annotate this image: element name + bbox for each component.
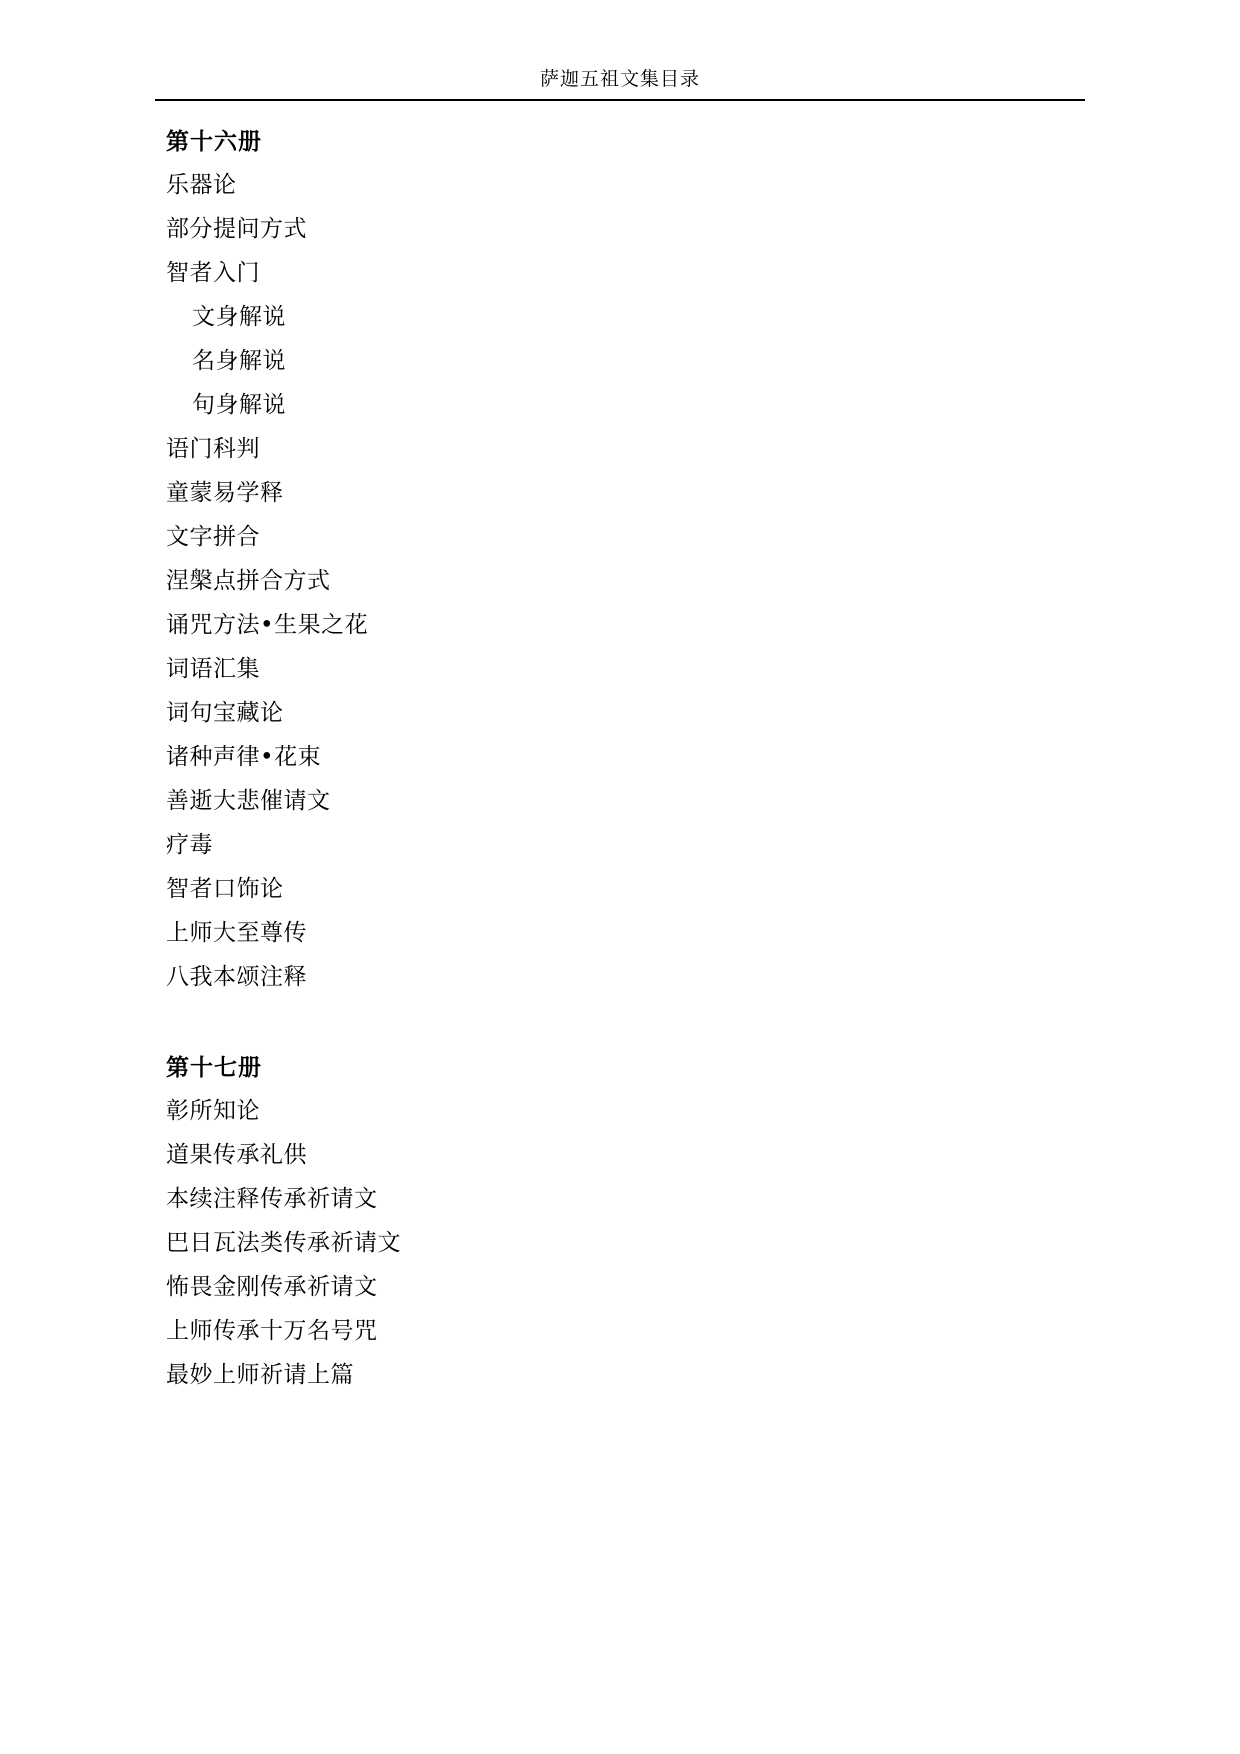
list-item: 智者入门 (166, 259, 260, 286)
list-item: 八我本颂注释 (166, 963, 307, 990)
toc-section (166, 1054, 1086, 1387)
list-item: 语门科判 (166, 435, 260, 462)
running-header: 萨迦五祖文集目录 (539, 68, 700, 90)
list-item: 道果传承礼供 (166, 1141, 307, 1168)
list-item: 童蒙易学释 (166, 479, 284, 506)
table-of-contents (166, 128, 1086, 1408)
list-item: 文身解说 (192, 303, 286, 330)
list-item: 本续注释传承祈请文 (166, 1185, 378, 1212)
list-item: 名身解说 (192, 347, 286, 374)
volume-title: 第十七册 (166, 1054, 262, 1081)
list-item: 句身解说 (192, 391, 286, 418)
list-item: 善逝大悲催请文 (166, 787, 331, 814)
list-item: 诵咒方法•生果之花 (166, 611, 369, 638)
toc-section (166, 128, 1086, 989)
list-item: 彰所知论 (166, 1097, 260, 1124)
list-item: 怖畏金刚传承祈请文 (166, 1273, 378, 1300)
list-item: 最妙上师祈请上篇 (166, 1361, 354, 1388)
list-item: 上师传承十万名号咒 (166, 1317, 378, 1344)
list-item: 智者口饰论 (166, 875, 284, 902)
list-item: 巴日瓦法类传承祈请文 (166, 1229, 401, 1256)
list-item: 诸种声律•花束 (166, 743, 322, 770)
header-divider (155, 99, 1085, 101)
section-spacer (166, 1010, 1086, 1054)
list-item: 部分提问方式 (166, 215, 307, 242)
list-item: 上师大至尊传 (166, 919, 307, 946)
list-item: 涅槃点拼合方式 (166, 567, 331, 594)
volume-title: 第十六册 (166, 129, 262, 155)
list-item: 疗毒 (166, 831, 213, 858)
list-item: 文字拼合 (166, 523, 260, 550)
list-item: 词句宝藏论 (166, 699, 284, 726)
list-item: 乐器论 (166, 171, 237, 198)
list-item: 词语汇集 (166, 655, 260, 682)
